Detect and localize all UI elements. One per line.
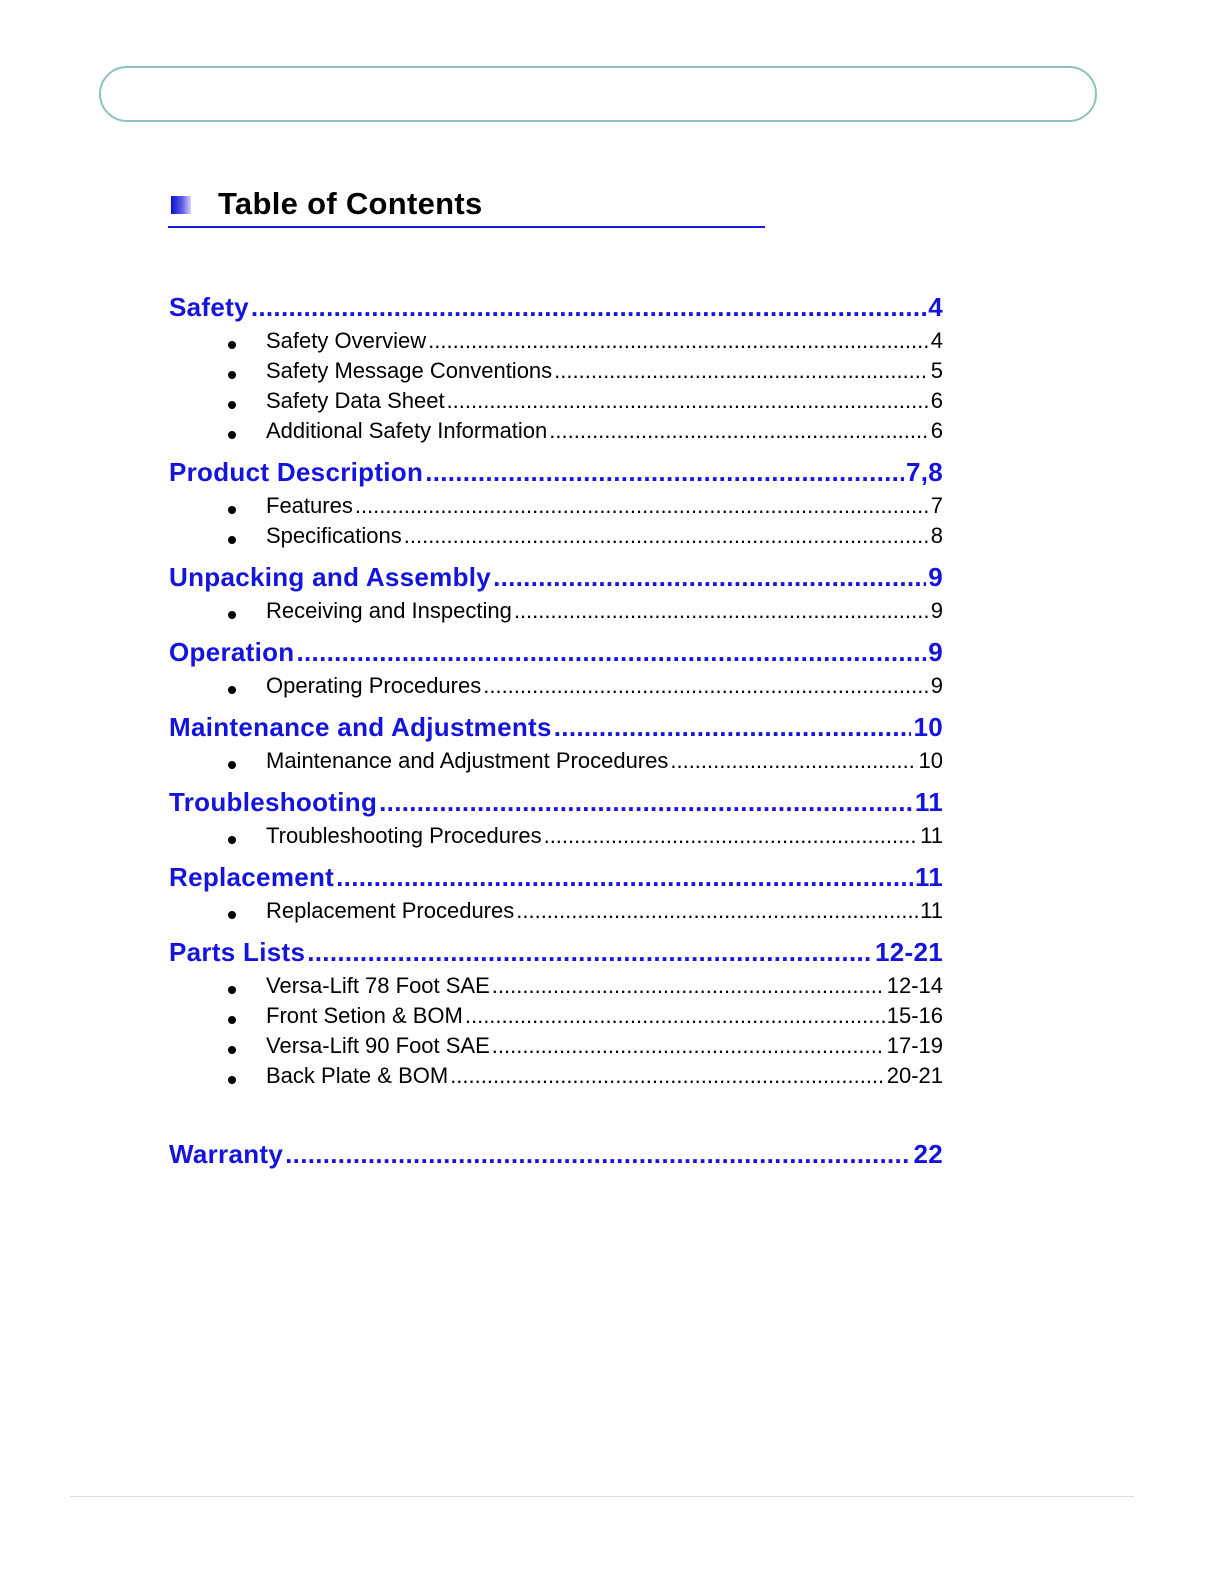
item-page: 6: [930, 418, 943, 443]
item-title: Operating Procedures: [266, 673, 482, 698]
item-title: Maintenance and Adjustment Procedures: [266, 748, 669, 773]
bullet-icon: [228, 1046, 236, 1054]
section-title: Operation: [169, 637, 295, 667]
toc-section-safety: [169, 292, 943, 448]
dot-leader: [493, 562, 926, 593]
table-of-contents: [169, 292, 943, 1175]
item-title: Back Plate & BOM: [266, 1063, 449, 1088]
toc-section-product-description: [169, 457, 943, 553]
bullet-icon: [228, 1076, 236, 1084]
section-page: 4: [928, 292, 943, 322]
section-title: Product Description: [169, 457, 424, 487]
dot-leader: [554, 712, 912, 743]
section-page: 9: [928, 637, 943, 667]
dot-leader: [297, 637, 927, 668]
item-page: 7: [930, 493, 943, 518]
dot-leader: [404, 523, 929, 549]
item-page: 12-14: [886, 973, 943, 998]
toc-item-versa-lift-78-foot-sae[interactable]: [169, 973, 943, 1003]
section-page: 11: [914, 862, 943, 892]
dot-leader: [516, 898, 918, 924]
dot-leader: [307, 937, 873, 968]
bullet-icon: [228, 536, 236, 544]
toc-entry-troubleshooting[interactable]: [169, 787, 943, 823]
toc-item-operating-procedures[interactable]: [169, 673, 943, 703]
toc-entry-safety[interactable]: [169, 292, 943, 328]
toc-section-warranty: [169, 1139, 943, 1175]
dot-leader: [425, 457, 904, 488]
dot-leader: [285, 1139, 911, 1170]
item-title: Features: [266, 493, 353, 518]
dot-leader: [450, 1063, 885, 1089]
toc-item-specifications[interactable]: [169, 523, 943, 553]
toc-item-safety-overview[interactable]: [169, 328, 943, 358]
section-title: Replacement: [169, 862, 335, 892]
dot-leader: [428, 328, 929, 354]
bullet-icon: [228, 761, 236, 769]
bullet-icon: [228, 686, 236, 694]
toc-entry-maintenance-and-adjustments[interactable]: [169, 712, 943, 748]
dot-leader: [379, 787, 913, 818]
toc-entry-warranty[interactable]: [169, 1139, 943, 1175]
bullet-icon: [228, 341, 236, 349]
item-title: Safety Overview: [266, 328, 427, 353]
section-title: Troubleshooting: [169, 787, 378, 817]
section-page: 11: [914, 787, 943, 817]
toc-entry-parts-lists[interactable]: [169, 937, 943, 973]
toc-section-parts-lists: [169, 937, 943, 1093]
bullet-icon: [228, 431, 236, 439]
dot-leader: [483, 673, 929, 699]
dot-leader: [492, 973, 885, 999]
bullet-icon: [228, 836, 236, 844]
item-title: Versa-Lift 78 Foot SAE: [266, 973, 490, 998]
item-title: Replacement Procedures: [266, 898, 515, 923]
dot-leader: [554, 358, 929, 384]
item-page: 9: [930, 673, 943, 698]
section-title: Warranty: [169, 1139, 284, 1169]
toc-item-versa-lift-90-foot-sae[interactable]: [169, 1033, 943, 1063]
toc-heading: [168, 184, 765, 228]
section-page: 12-21: [875, 937, 943, 967]
item-title: Specifications: [266, 523, 402, 548]
item-title: Additional Safety Information: [266, 418, 548, 443]
dot-leader: [336, 862, 913, 893]
bullet-icon: [228, 1016, 236, 1024]
item-page: 15-16: [886, 1003, 943, 1028]
section-page: 7,8: [905, 457, 943, 487]
bullet-icon: [228, 371, 236, 379]
section-page: 9: [928, 562, 943, 592]
toc-item-maintenance-and-adjustment-procedures[interactable]: [169, 748, 943, 778]
heading-square-icon: [171, 196, 191, 214]
item-page: 4: [930, 328, 943, 353]
item-page: 8: [930, 523, 943, 548]
dot-leader: [670, 748, 916, 774]
section-title: Parts Lists: [169, 937, 306, 967]
dot-leader: [514, 598, 929, 624]
dot-leader: [355, 493, 929, 519]
toc-item-back-plate-bom[interactable]: [169, 1063, 943, 1093]
item-title: Receiving and Inspecting: [266, 598, 512, 623]
toc-item-troubleshooting-procedures[interactable]: [169, 823, 943, 853]
item-page: 5: [930, 358, 943, 383]
footer-divider: [70, 1496, 1134, 1497]
item-title: Versa-Lift 90 Foot SAE: [266, 1033, 490, 1058]
dot-leader: [544, 823, 919, 849]
item-page: 17-19: [886, 1033, 943, 1058]
item-title: Safety Data Sheet: [266, 388, 445, 413]
toc-entry-operation[interactable]: [169, 637, 943, 673]
toc-entry-product-description[interactable]: [169, 457, 943, 493]
item-page: 10: [918, 748, 943, 773]
toc-item-features[interactable]: [169, 493, 943, 523]
bullet-icon: [228, 506, 236, 514]
bullet-icon: [228, 911, 236, 919]
item-page: 11: [920, 823, 943, 848]
toc-section-operation: [169, 637, 943, 703]
dot-leader: [492, 1033, 885, 1059]
header-banner: [99, 66, 1097, 122]
item-title: Troubleshooting Procedures: [266, 823, 542, 848]
toc-entry-replacement[interactable]: [169, 862, 943, 898]
page-title: Table of Contents: [218, 186, 483, 221]
bullet-icon: [228, 986, 236, 994]
toc-item-safety-message-conventions[interactable]: [169, 358, 943, 388]
item-page: 20-21: [886, 1063, 943, 1088]
dot-leader: [549, 418, 928, 444]
bullet-icon: [228, 401, 236, 409]
section-page: 10: [913, 712, 943, 742]
dot-leader: [465, 1003, 885, 1029]
dot-leader: [251, 292, 926, 323]
toc-item-additional-safety-information[interactable]: [169, 418, 943, 448]
item-page: 11: [920, 898, 943, 923]
item-title: Safety Message Conventions: [266, 358, 553, 383]
section-title: Maintenance and Adjustments: [169, 712, 552, 742]
toc-section-maintenance-and-adjustments: [169, 712, 943, 778]
section-page: 22: [913, 1139, 943, 1169]
toc-entry-unpacking-and-assembly[interactable]: [169, 562, 943, 598]
section-title: Safety: [169, 292, 249, 322]
section-title: Unpacking and Assembly: [169, 562, 492, 592]
toc-item-safety-data-sheet[interactable]: [169, 388, 943, 418]
dot-leader: [447, 388, 929, 414]
toc-section-unpacking-and-assembly: [169, 562, 943, 628]
item-page: 6: [930, 388, 943, 413]
bullet-icon: [228, 611, 236, 619]
item-page: 9: [930, 598, 943, 623]
toc-item-receiving-and-inspecting[interactable]: [169, 598, 943, 628]
toc-item-replacement-procedures[interactable]: [169, 898, 943, 928]
toc-section-replacement: [169, 862, 943, 928]
toc-section-troubleshooting: [169, 787, 943, 853]
toc-item-front-setion-bom[interactable]: [169, 1003, 943, 1033]
item-title: Front Setion & BOM: [266, 1003, 463, 1028]
